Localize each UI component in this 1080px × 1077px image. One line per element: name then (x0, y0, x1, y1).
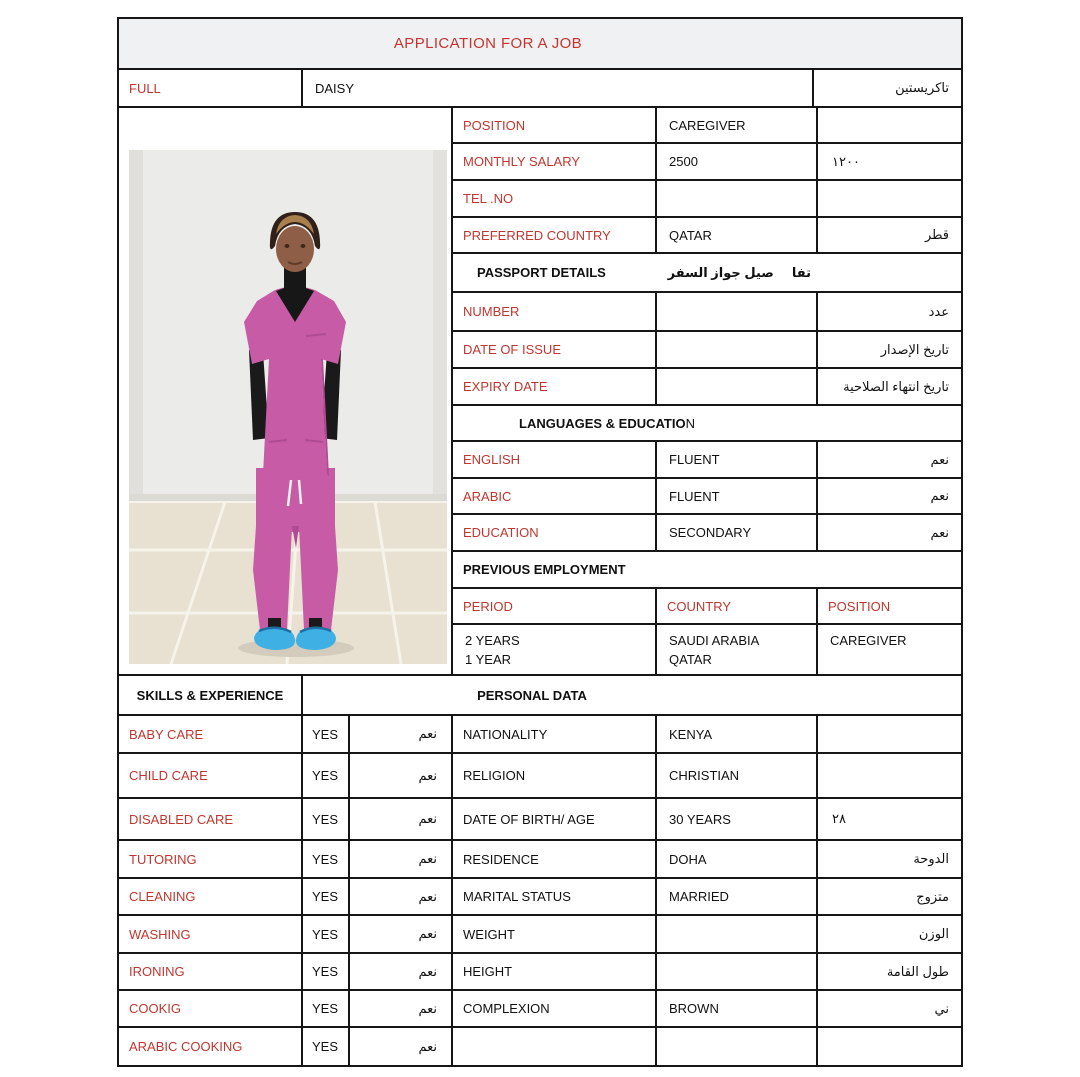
employment-position-value: CAREGIVER (830, 633, 907, 648)
skill-answer-arabic: نعم (350, 991, 453, 1026)
salary-label: MONTHLY SALARY (453, 144, 657, 179)
position-label: POSITION (453, 108, 657, 142)
skill-answer: YES (303, 879, 350, 914)
personal-arabic: الدوحة (913, 851, 949, 866)
skill-label: CHILD CARE (119, 754, 303, 797)
personal-label: MARITAL STATUS (453, 879, 657, 914)
personal-arabic (818, 716, 961, 752)
telephone-arabic (818, 181, 961, 216)
position-arabic (818, 108, 961, 142)
skill-answer-arabic: نعم (350, 799, 453, 839)
personal-value: KENYA (657, 716, 818, 752)
skill-label: TUTORING (119, 841, 303, 877)
skill-answer-arabic: نعم (350, 841, 453, 877)
passport-number-label: NUMBER (453, 293, 657, 330)
table-row (119, 841, 961, 879)
skill-answer: YES (303, 754, 350, 797)
english-label: ENGLISH (453, 442, 657, 477)
passport-number-row (453, 293, 961, 332)
preferred-country-label: PREFERRED COUNTRY (453, 218, 657, 252)
application-form-table (117, 17, 963, 1067)
salary-row (453, 144, 961, 181)
full-name-arabic: تاكريستين (895, 80, 949, 95)
previous-employment-title: PREVIOUS EMPLOYMENT (463, 562, 626, 577)
arabic-value: FLUENT (657, 479, 818, 513)
personal-value: CHRISTIAN (657, 754, 818, 797)
arabic-arabic: نعم (930, 488, 949, 503)
preferred-country-row (453, 218, 961, 254)
applicant-photo (129, 150, 447, 664)
languages-education-title: LANGUAGES & EDUCATIO (519, 415, 686, 431)
telephone-row (453, 181, 961, 218)
employment-period-column: PERIOD (453, 589, 657, 623)
skill-answer: YES (303, 1028, 350, 1065)
personal-value (657, 1028, 818, 1065)
education-value: SECONDARY (657, 515, 818, 550)
preferred-country-value: QATAR (657, 218, 818, 252)
date-of-issue-label: DATE OF ISSUE (453, 332, 657, 367)
skill-label: ARABIC COOKING (119, 1028, 303, 1065)
personal-value: BROWN (657, 991, 818, 1026)
personal-label: RESIDENCE (453, 841, 657, 877)
skills-personal-header-row (119, 676, 961, 716)
personal-label (453, 1028, 657, 1065)
full-name-value: DAISY (303, 70, 814, 106)
previous-employment-header (453, 552, 961, 589)
personal-value (657, 916, 818, 952)
date-of-issue-value (657, 332, 818, 367)
page-title: APPLICATION FOR A JOB (393, 35, 583, 52)
salary-value: 2500 (657, 144, 818, 179)
expiry-date-value (657, 369, 818, 404)
photo-cell (119, 108, 453, 674)
form-title-row (119, 19, 961, 70)
employment-values-row (453, 625, 961, 674)
personal-value: DOHA (657, 841, 818, 877)
skill-answer: YES (303, 954, 350, 989)
skill-answer: YES (303, 716, 350, 752)
personal-label: COMPLEXION (453, 991, 657, 1026)
education-label: EDUCATION (453, 515, 657, 550)
personal-arabic: متزوج (916, 888, 949, 904)
education-row (453, 515, 961, 552)
personal-value (657, 954, 818, 989)
middle-section (119, 108, 961, 676)
employment-country-column: COUNTRY (657, 589, 818, 623)
arabic-row (453, 479, 961, 515)
skill-label: WASHING (119, 916, 303, 952)
personal-value: 30 YEARS (657, 799, 818, 839)
full-name-row (119, 70, 961, 108)
position-row (453, 108, 961, 144)
skill-answer-arabic: نعم (350, 954, 453, 989)
english-row (453, 442, 961, 479)
date-of-issue-arabic: تاريخ الإصدار (880, 341, 949, 357)
table-row (119, 716, 961, 754)
skill-answer-arabic: نعم (350, 754, 453, 797)
details-panel (453, 108, 961, 674)
personal-label: WEIGHT (453, 916, 657, 952)
expiry-date-row (453, 369, 961, 406)
personal-arabic: ٢٨ (832, 811, 846, 826)
languages-education-header (453, 406, 961, 442)
english-value: FLUENT (657, 442, 818, 477)
preferred-country-arabic: قطر (924, 227, 949, 242)
skill-label: DISABLED CARE (119, 799, 303, 839)
personal-arabic: ني (934, 1000, 949, 1016)
employment-columns-row (453, 589, 961, 625)
skill-answer: YES (303, 799, 350, 839)
personal-label: DATE OF BIRTH/ AGE (453, 799, 657, 839)
table-row (119, 916, 961, 954)
personal-label: RELIGION (453, 754, 657, 797)
employment-position-column: POSITION (828, 598, 891, 614)
passport-number-arabic: عدد (928, 303, 949, 319)
skill-answer: YES (303, 991, 350, 1026)
employment-period-value: 2 YEARS 1 YEAR (453, 625, 657, 674)
passport-details-title-arabic: تفا صيل جواز السفر (667, 264, 811, 280)
expiry-date-arabic: تاريخ انتهاء الصلاحية (843, 378, 949, 394)
education-arabic: نعم (930, 524, 949, 540)
skill-label: IRONING (119, 954, 303, 989)
english-arabic: نعم (930, 451, 949, 467)
passport-details-header (453, 254, 961, 293)
skill-label: CLEANING (119, 879, 303, 914)
skill-label: BABY CARE (119, 716, 303, 752)
expiry-date-label: EXPIRY DATE (453, 369, 657, 404)
personal-value: MARRIED (657, 879, 818, 914)
skill-answer: YES (303, 916, 350, 952)
skill-answer-arabic: نعم (350, 879, 453, 914)
table-row (119, 991, 961, 1028)
personal-arabic (818, 754, 961, 797)
table-row (119, 754, 961, 799)
personal-label: HEIGHT (453, 954, 657, 989)
telephone-value (657, 181, 818, 216)
skills-experience-title: SKILLS & EXPERIENCE (119, 676, 303, 714)
table-row (119, 799, 961, 841)
date-of-issue-row (453, 332, 961, 369)
table-row (119, 954, 961, 991)
employment-country-value: SAUDI ARABIA QATAR (657, 625, 818, 674)
full-name-label: FULL (119, 70, 303, 106)
personal-arabic: الوزن (918, 926, 949, 941)
skill-answer-arabic: نعم (350, 1028, 453, 1065)
telephone-label: TEL .NO (453, 181, 657, 216)
passport-number-value (657, 293, 818, 330)
salary-arabic: ١٢٠٠ (832, 153, 860, 169)
languages-education-title-tail: N (685, 415, 695, 431)
passport-details-title: PASSPORT DETAILS (477, 265, 606, 280)
skill-answer-arabic: نعم (350, 916, 453, 952)
position-value: CAREGIVER (657, 108, 818, 142)
personal-arabic (818, 1028, 961, 1065)
arabic-label: ARABIC (453, 479, 657, 513)
table-row (119, 1028, 961, 1065)
skill-label: COOKIG (119, 991, 303, 1026)
skill-answer: YES (303, 841, 350, 877)
personal-data-title: PERSONAL DATA (477, 687, 587, 703)
personal-label: NATIONALITY (453, 716, 657, 752)
table-row (119, 879, 961, 916)
personal-arabic: طول القامة (886, 963, 949, 979)
skill-answer-arabic: نعم (350, 716, 453, 752)
